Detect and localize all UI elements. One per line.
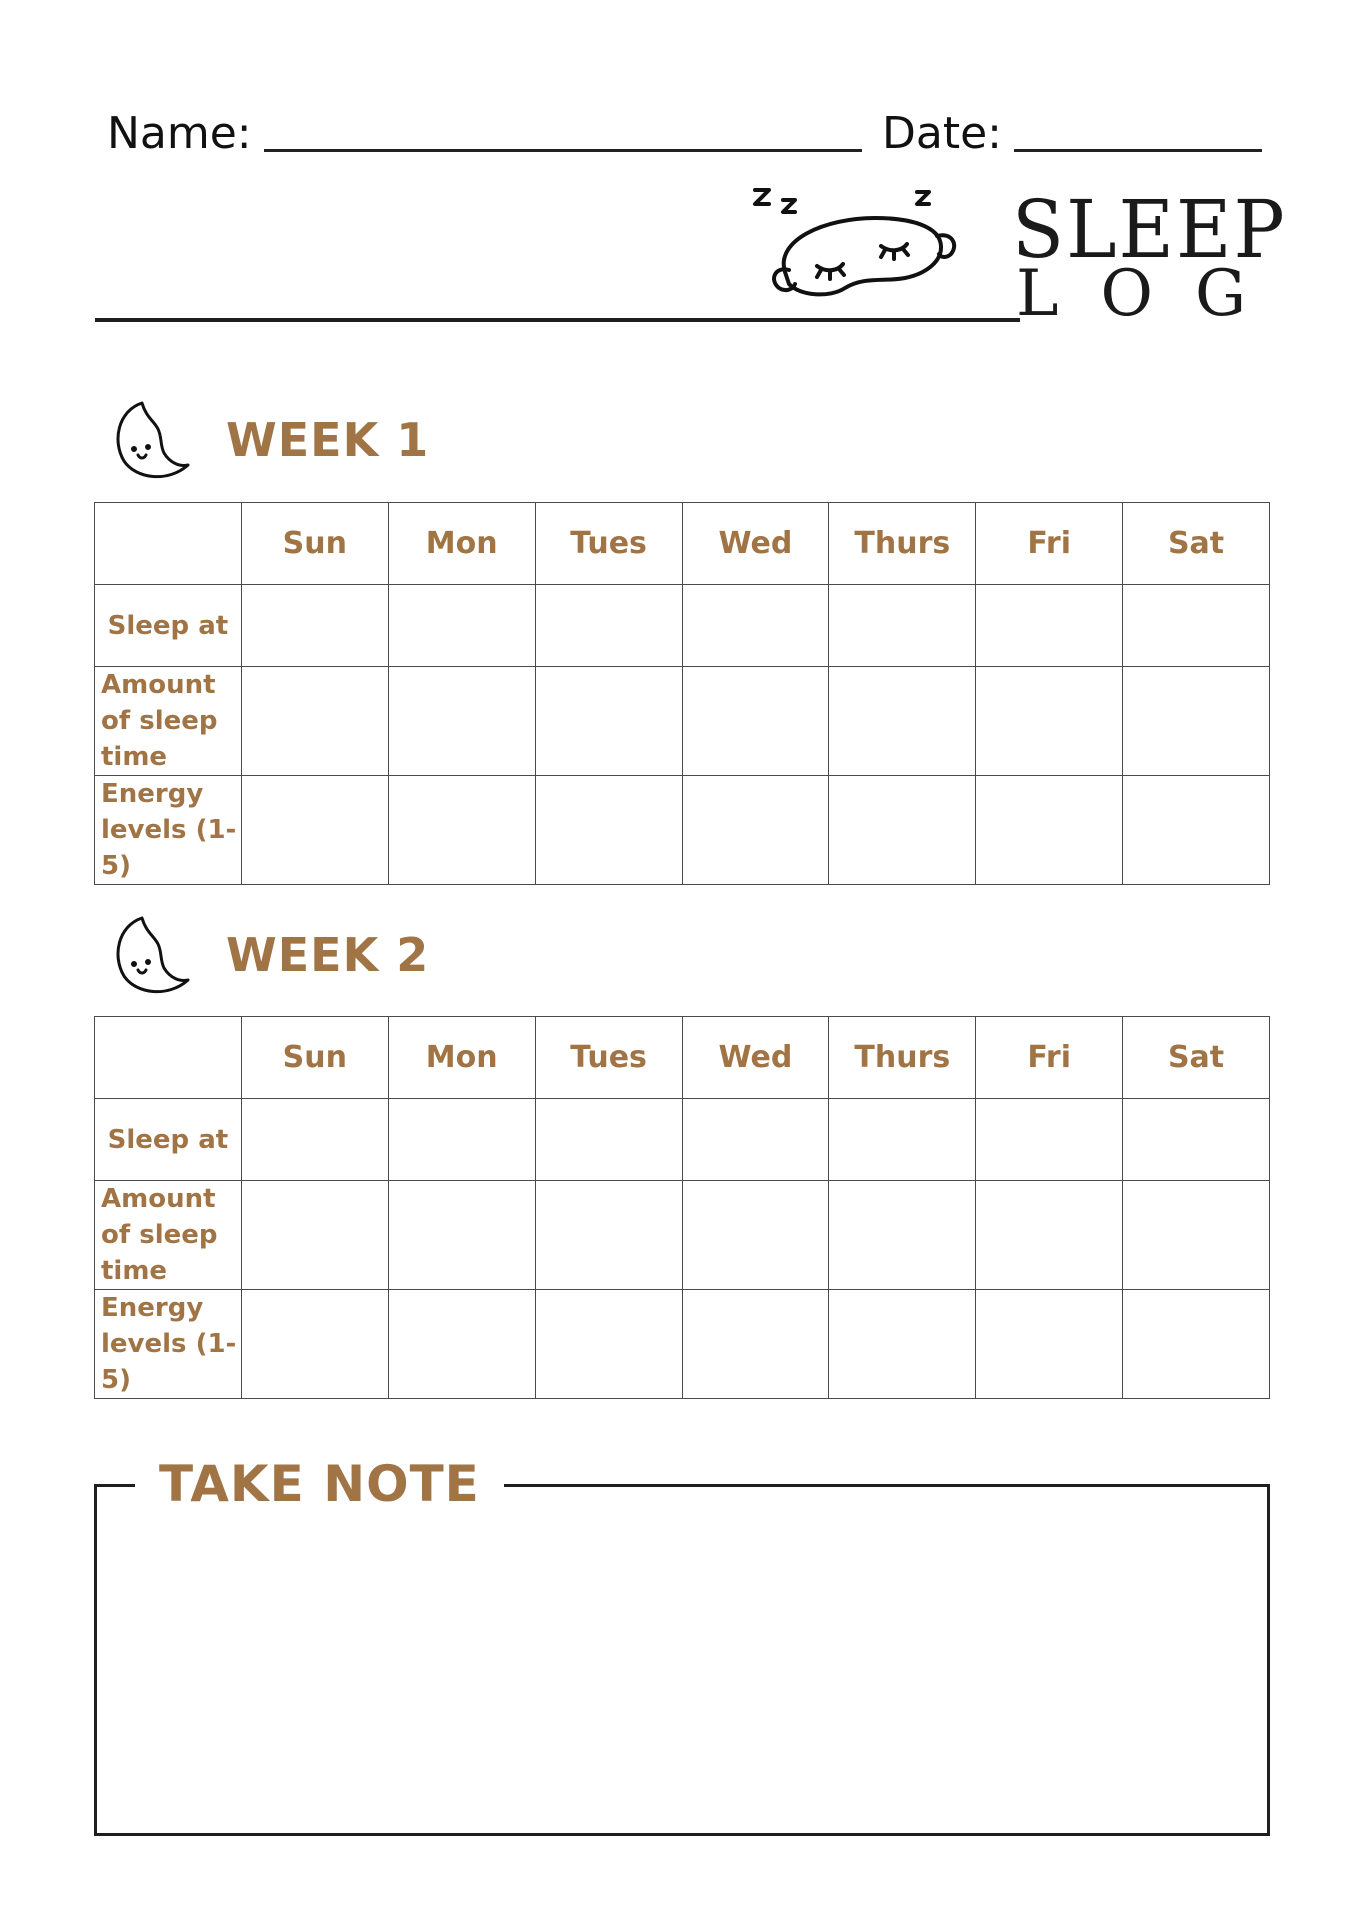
log-cell[interactable] xyxy=(976,1099,1123,1181)
log-cell[interactable] xyxy=(241,585,388,667)
day-header: Tues xyxy=(535,503,682,585)
log-cell[interactable] xyxy=(682,776,829,885)
day-header: Thurs xyxy=(829,503,976,585)
name-field[interactable] xyxy=(107,100,862,160)
day-header: Fri xyxy=(976,1017,1123,1099)
row-label-sleep-amount: Amount of sleep time xyxy=(95,667,242,776)
table-row xyxy=(95,1099,1270,1181)
corner-cell xyxy=(95,1017,242,1099)
take-note-title: TAKE NOTE xyxy=(135,1452,504,1516)
week-2-heading xyxy=(110,910,429,1000)
day-header: Wed xyxy=(682,1017,829,1099)
day-header: Sun xyxy=(241,1017,388,1099)
name-label: Name: xyxy=(107,108,252,159)
log-cell[interactable] xyxy=(241,776,388,885)
log-cell[interactable] xyxy=(976,1290,1123,1399)
log-cell[interactable] xyxy=(535,1290,682,1399)
day-header: Sat xyxy=(1123,1017,1270,1099)
row-label-sleep-amount: Amount of sleep time xyxy=(95,1181,242,1290)
log-cell[interactable] xyxy=(682,1290,829,1399)
log-cell[interactable] xyxy=(1123,1181,1270,1290)
log-cell[interactable] xyxy=(682,585,829,667)
log-cell[interactable] xyxy=(829,1290,976,1399)
table-row xyxy=(95,585,1270,667)
table-row xyxy=(95,1181,1270,1290)
log-cell[interactable] xyxy=(1123,667,1270,776)
table-row xyxy=(95,667,1270,776)
date-label: Date: xyxy=(882,108,1002,159)
log-cell[interactable] xyxy=(1123,1290,1270,1399)
log-cell[interactable] xyxy=(829,585,976,667)
log-cell[interactable] xyxy=(976,776,1123,885)
log-cell[interactable] xyxy=(976,585,1123,667)
log-cell[interactable] xyxy=(388,667,535,776)
log-cell[interactable] xyxy=(388,776,535,885)
log-cell[interactable] xyxy=(976,667,1123,776)
table-header-row xyxy=(95,1017,1270,1099)
table-row xyxy=(95,776,1270,885)
title-sleep: SLEEP xyxy=(1012,182,1287,277)
log-cell[interactable] xyxy=(1123,585,1270,667)
moon-icon xyxy=(110,912,196,998)
row-label-sleep-at: Sleep at xyxy=(95,585,242,667)
log-cell[interactable] xyxy=(241,1099,388,1181)
moon-icon xyxy=(110,397,196,483)
log-cell[interactable] xyxy=(1123,1099,1270,1181)
day-header: Mon xyxy=(388,503,535,585)
log-cell[interactable] xyxy=(241,1290,388,1399)
row-label-energy: Energy levels (1-5) xyxy=(95,1290,242,1399)
sleep-log-title xyxy=(1012,182,1289,331)
week-1-heading xyxy=(110,395,429,485)
log-cell[interactable] xyxy=(388,1099,535,1181)
week-2-table xyxy=(94,1016,1270,1399)
table-row xyxy=(95,1290,1270,1399)
name-input-line[interactable] xyxy=(264,148,862,152)
day-header: Mon xyxy=(388,1017,535,1099)
corner-cell xyxy=(95,503,242,585)
log-cell[interactable] xyxy=(388,585,535,667)
log-cell[interactable] xyxy=(682,1099,829,1181)
log-cell[interactable] xyxy=(388,1290,535,1399)
row-label-sleep-at: Sleep at xyxy=(95,1099,242,1181)
date-input-line[interactable] xyxy=(1014,148,1262,152)
log-cell[interactable] xyxy=(535,667,682,776)
log-cell[interactable] xyxy=(535,1181,682,1290)
date-field[interactable] xyxy=(882,100,1262,160)
log-cell[interactable] xyxy=(1123,776,1270,885)
take-note-box[interactable] xyxy=(94,1484,1270,1836)
day-header: Wed xyxy=(682,503,829,585)
log-cell[interactable] xyxy=(829,667,976,776)
log-cell[interactable] xyxy=(682,1181,829,1290)
log-cell[interactable] xyxy=(682,667,829,776)
log-cell[interactable] xyxy=(535,1099,682,1181)
log-cell[interactable] xyxy=(829,1181,976,1290)
row-label-energy: Energy levels (1-5) xyxy=(95,776,242,885)
log-cell[interactable] xyxy=(535,776,682,885)
day-header: Sun xyxy=(241,503,388,585)
log-cell[interactable] xyxy=(829,776,976,885)
log-cell[interactable] xyxy=(535,585,682,667)
log-cell[interactable] xyxy=(976,1181,1123,1290)
sleep-mask-icon xyxy=(745,180,965,320)
table-header-row xyxy=(95,503,1270,585)
day-header: Thurs xyxy=(829,1017,976,1099)
log-cell[interactable] xyxy=(241,1181,388,1290)
log-cell[interactable] xyxy=(388,1181,535,1290)
day-header: Sat xyxy=(1123,503,1270,585)
title-log: LOG xyxy=(1016,257,1289,331)
week-1-title: WEEK 1 xyxy=(226,413,430,467)
day-header: Fri xyxy=(976,503,1123,585)
log-cell[interactable] xyxy=(829,1099,976,1181)
day-header: Tues xyxy=(535,1017,682,1099)
log-cell[interactable] xyxy=(241,667,388,776)
title-divider xyxy=(95,318,1020,322)
week-2-title: WEEK 2 xyxy=(226,928,430,982)
week-1-table xyxy=(94,502,1270,885)
